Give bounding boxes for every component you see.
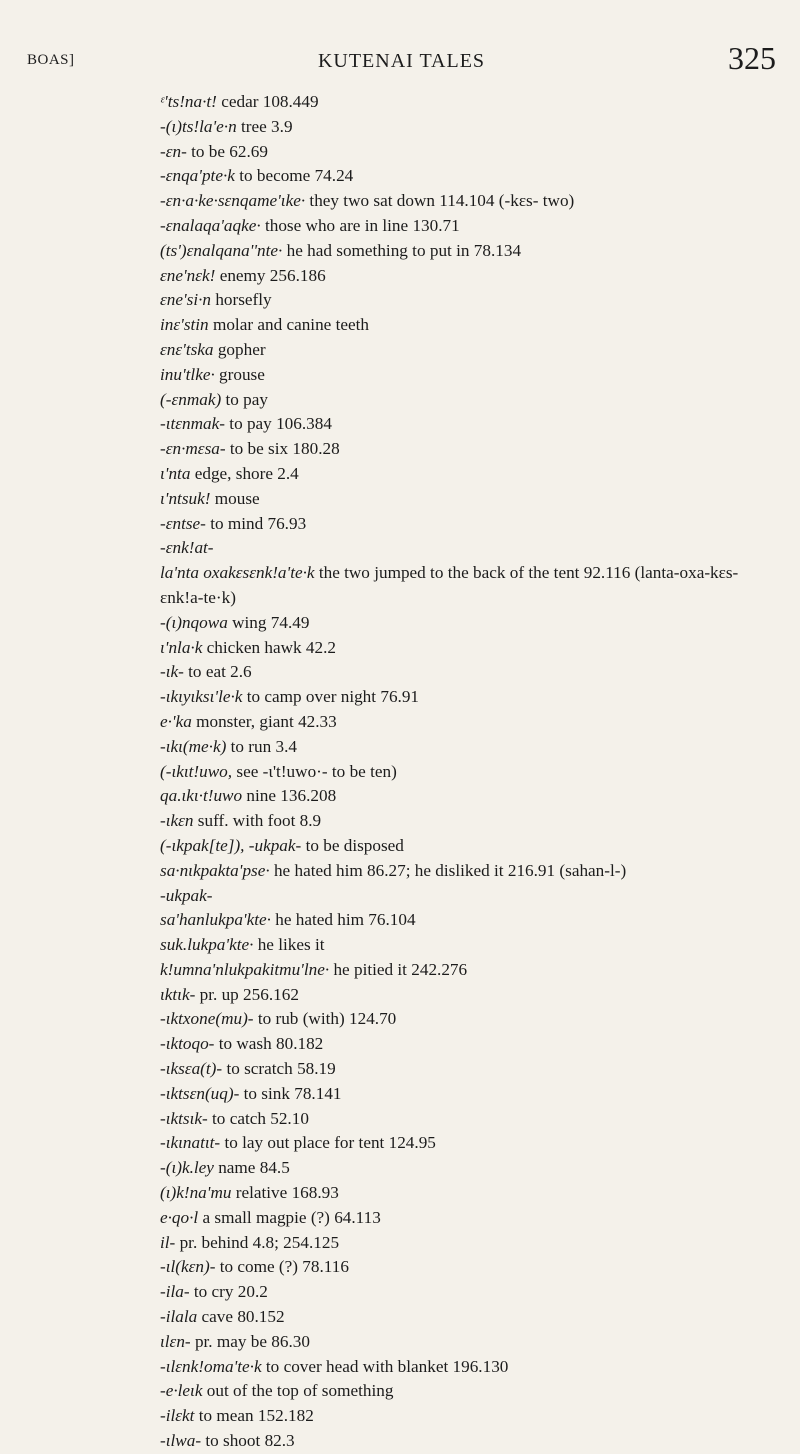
entry-term: e·'ka [160, 711, 192, 731]
entry-gloss: cave 80.152 [201, 1307, 285, 1327]
vocabulary-entry [160, 388, 760, 413]
entry-gloss: to become 74.24 [239, 166, 354, 186]
entry-gloss: to pay [225, 389, 268, 409]
entry-term: -ɩktoqo- [160, 1034, 215, 1054]
entry-term: -ɛnk!at- [160, 538, 214, 558]
vocabulary-list [160, 90, 760, 1454]
entry-gloss: to wash 80.182 [218, 1034, 324, 1054]
entry-term: ᵋ'ts!na·t! [160, 92, 217, 111]
vocabulary-entry [160, 611, 760, 636]
vocabulary-entry [160, 735, 760, 760]
entry-gloss: he had something to put in 78.134 [286, 240, 522, 260]
entry-term: -ila- [160, 1282, 190, 1302]
entry-gloss: to cry 20.2 [193, 1282, 268, 1302]
entry-term: -ɩkɩyɩksɩ'le·k [160, 687, 243, 707]
vocabulary-entry [160, 1355, 760, 1380]
vocabulary-entry [160, 1131, 760, 1156]
entry-term: -ɩk- [160, 662, 184, 682]
vocabulary-entry [160, 958, 760, 983]
entry-term: (ɩ)k!na'mu [160, 1183, 232, 1203]
entry-gloss: chicken hawk 42.2 [206, 637, 336, 657]
vocabulary-entry [160, 1404, 760, 1429]
entry-gloss: they two sat down 114.104 (-kɛs- two) [309, 191, 575, 211]
vocabulary-entry [160, 462, 760, 487]
entry-term: ɩ'nta [160, 463, 191, 483]
entry-term: ɛne'si·n [160, 290, 212, 310]
vocabulary-entry [160, 1231, 760, 1256]
vocabulary-entry [160, 1156, 760, 1181]
entry-gloss: to come (?) 78.116 [219, 1257, 349, 1277]
entry-term: suk.lukpa'kte· [160, 935, 254, 955]
vocabulary-entry [160, 1379, 760, 1404]
vocabulary-entry [160, 1107, 760, 1132]
entry-gloss: to shoot 82.3 [205, 1431, 295, 1451]
vocabulary-entry [160, 784, 760, 809]
vocabulary-entry [160, 512, 760, 537]
entry-term: sa·nɩkpakta'pse· [160, 860, 270, 880]
vocabulary-entry [160, 834, 760, 859]
vocabulary-entry [160, 809, 760, 834]
vocabulary-entry [160, 561, 760, 611]
entry-term: -ilɛkt [160, 1406, 195, 1426]
entry-gloss: he pitied it 242.276 [333, 959, 468, 979]
entry-term: inɛ'stin [160, 315, 209, 335]
vocabulary-entry [160, 1032, 760, 1057]
entry-gloss: relative 168.93 [235, 1183, 339, 1203]
running-head-title: KUTENAI TALES [317, 50, 486, 72]
entry-gloss: to camp over night 76.91 [246, 687, 420, 707]
entry-gloss: he hated him 76.104 [275, 910, 416, 930]
page-header [27, 40, 776, 80]
entry-gloss: molar and canine teeth [212, 315, 370, 335]
vocabulary-entry [160, 1305, 760, 1330]
entry-term: -ɩtɛnmak- [160, 414, 225, 434]
entry-term: (ts')ɛnalqana''nte· [160, 240, 283, 260]
entry-gloss: to mind 76.93 [210, 513, 307, 533]
vocabulary-entry [160, 487, 760, 512]
entry-term: ɩ'ntsuk! [160, 488, 211, 508]
entry-gloss: to run 3.4 [230, 736, 297, 756]
entry-gloss: pr. may be 86.30 [194, 1331, 310, 1351]
entry-term: -ɛn·a·ke·sɛnqameʹɩke· [160, 191, 306, 211]
entry-gloss: enemy 256.186 [219, 265, 326, 285]
entry-gloss: pr. up 256.162 [199, 984, 299, 1004]
entry-term: -ɛn·mɛsa- [160, 439, 226, 459]
vocabulary-entry [160, 363, 760, 388]
entry-term: -ɛnalaqa'aqke· [160, 215, 261, 235]
entry-gloss: to catch 52.10 [212, 1108, 309, 1128]
entry-gloss: suff. with foot 8.9 [197, 811, 322, 831]
entry-term: ɛnɛ'tska [160, 339, 214, 359]
entry-gloss: to be disposed [305, 835, 404, 855]
entry-gloss: to pay 106.384 [229, 414, 332, 434]
vocabulary-entry [160, 313, 760, 338]
entry-gloss: he hated him 86.27; he disliked it 216.91 (sahan-l-) [273, 860, 627, 880]
vocabulary-entry [160, 859, 760, 884]
running-head-author: BOAS] [27, 52, 75, 68]
entry-gloss: to cover head with blanket 196.130 [265, 1356, 509, 1376]
entry-term: -ɩl(kɛn)- [160, 1257, 216, 1277]
entry-term: -(ɩ)nqowa [160, 612, 228, 632]
entry-term: k!umna'nlukpakitmu'lne· [160, 959, 330, 979]
entry-term: -ɛnqa'pte·k [160, 166, 235, 186]
vocabulary-entry [160, 933, 760, 958]
entry-gloss: wing 74.49 [232, 612, 310, 632]
entry-term: -ɩkɩnatɩt- [160, 1133, 221, 1153]
entry-term: qa.ɩkɩ·t!uwo [160, 786, 243, 806]
entry-term: ɩ'nla·k [160, 637, 203, 657]
entry-gloss: tree 3.9 [241, 116, 293, 136]
entry-term: sa'hanlukpa'kte· [160, 910, 271, 930]
entry-gloss: see -ɩ't!uwo·- to be ten) [236, 761, 397, 781]
entry-gloss: to sink 78.141 [243, 1083, 342, 1103]
entry-term: il- [160, 1232, 176, 1252]
entry-term: -ilala [160, 1307, 198, 1327]
vocabulary-entry [160, 1206, 760, 1231]
entry-term: (-ɩkpak[te]), -ukpak- [160, 835, 302, 855]
entry-term: ɩktɩk- [160, 984, 196, 1004]
vocabulary-entry [160, 115, 760, 140]
vocabulary-entry [160, 536, 760, 561]
entry-term: inu'tlke· [160, 364, 215, 384]
vocabulary-entry [160, 412, 760, 437]
entry-term: -ɛn- [160, 141, 187, 161]
entry-gloss: to be 62.69 [191, 141, 268, 161]
entry-gloss: pr. behind 4.8; 254.125 [179, 1232, 340, 1252]
entry-term: -ɩkɩ(me·k) [160, 736, 227, 756]
vocabulary-entry [160, 437, 760, 462]
entry-term: ɩlɛn- [160, 1331, 191, 1351]
entry-gloss: to mean 152.182 [198, 1406, 314, 1426]
entry-gloss: to rub (with) 124.70 [257, 1009, 397, 1029]
entry-term: -ɩlwa- [160, 1431, 202, 1451]
entry-term: -(ɩ)k.ley [160, 1158, 214, 1178]
vocabulary-entry [160, 1181, 760, 1206]
vocabulary-entry [160, 1330, 760, 1355]
entry-gloss: to be six 180.28 [229, 439, 340, 459]
vocabulary-entry [160, 1429, 760, 1454]
entry-gloss: the two jumped to the back of the tent 92.116 (lanta-oxa-kɛs-ɛnk!a-te·k) [160, 563, 739, 607]
vocabulary-entry [160, 288, 760, 313]
entry-term: -ɩktsɛn(uq)- [160, 1083, 240, 1103]
entry-term: -ɩlɛnk!oma'te·k [160, 1356, 262, 1376]
page-number: 325 [728, 40, 776, 76]
vocabulary-entry [160, 164, 760, 189]
entry-term: -ukpak- [160, 885, 213, 905]
vocabulary-entry [160, 338, 760, 363]
vocabulary-entry [160, 983, 760, 1008]
vocabulary-entry [160, 264, 760, 289]
entry-term: -(ɩ)ts!la'e·n [160, 116, 237, 136]
entry-gloss: those who are in line 130.71 [264, 215, 460, 235]
vocabulary-entry [160, 660, 760, 685]
vocabulary-entry [160, 710, 760, 735]
entry-gloss: mouse [214, 488, 260, 508]
entry-gloss: a small magpie (?) 64.113 [202, 1207, 381, 1227]
entry-gloss: to eat 2.6 [188, 662, 252, 682]
entry-gloss: out of the top of something [206, 1381, 394, 1401]
entry-gloss: monster, giant 42.33 [196, 711, 337, 731]
vocabulary-entry [160, 685, 760, 710]
vocabulary-entry [160, 1255, 760, 1280]
entry-term: (-ɩkɩt!uwo, [160, 761, 233, 781]
entry-term: -ɛntse- [160, 513, 206, 533]
entry-gloss: grouse [219, 364, 265, 384]
vocabulary-entry [160, 140, 760, 165]
vocabulary-entry [160, 214, 760, 239]
vocabulary-entry [160, 1280, 760, 1305]
entry-gloss: horsefly [215, 290, 272, 310]
entry-gloss: edge, shore 2.4 [194, 463, 299, 483]
entry-term: -e·leɩk [160, 1381, 203, 1401]
entry-gloss: gopher [217, 339, 266, 359]
vocabulary-entry [160, 636, 760, 661]
entry-term: la'nta oxakɛsɛnk!a'te·k [160, 563, 315, 583]
vocabulary-entry [160, 760, 760, 785]
entry-gloss: to lay out place for tent 124.95 [224, 1133, 436, 1153]
vocabulary-entry [160, 884, 760, 909]
entry-gloss: name 84.5 [218, 1158, 290, 1178]
vocabulary-entry [160, 1007, 760, 1032]
entry-term: -ɩktxone(mu)- [160, 1009, 254, 1029]
entry-term: e·qo·l [160, 1207, 199, 1227]
vocabulary-entry [160, 90, 760, 115]
vocabulary-entry [160, 1057, 760, 1082]
entry-term: -ɩksɛa(t)- [160, 1059, 223, 1079]
entry-gloss: nine 136.208 [246, 786, 337, 806]
entry-term: (-ɛnmak) [160, 389, 222, 409]
vocabulary-entry [160, 189, 760, 214]
entry-gloss: to scratch 58.19 [226, 1059, 336, 1079]
vocabulary-entry [160, 1082, 760, 1107]
entry-term: -ɩktsɩk- [160, 1108, 208, 1128]
entry-gloss: he likes it [257, 935, 325, 955]
entry-term: -ɩkɛn [160, 811, 194, 831]
entry-term: ɛne'nɛk! [160, 265, 216, 285]
vocabulary-entry [160, 908, 760, 933]
entry-gloss: cedar 108.449 [221, 92, 319, 111]
vocabulary-entry [160, 239, 760, 264]
